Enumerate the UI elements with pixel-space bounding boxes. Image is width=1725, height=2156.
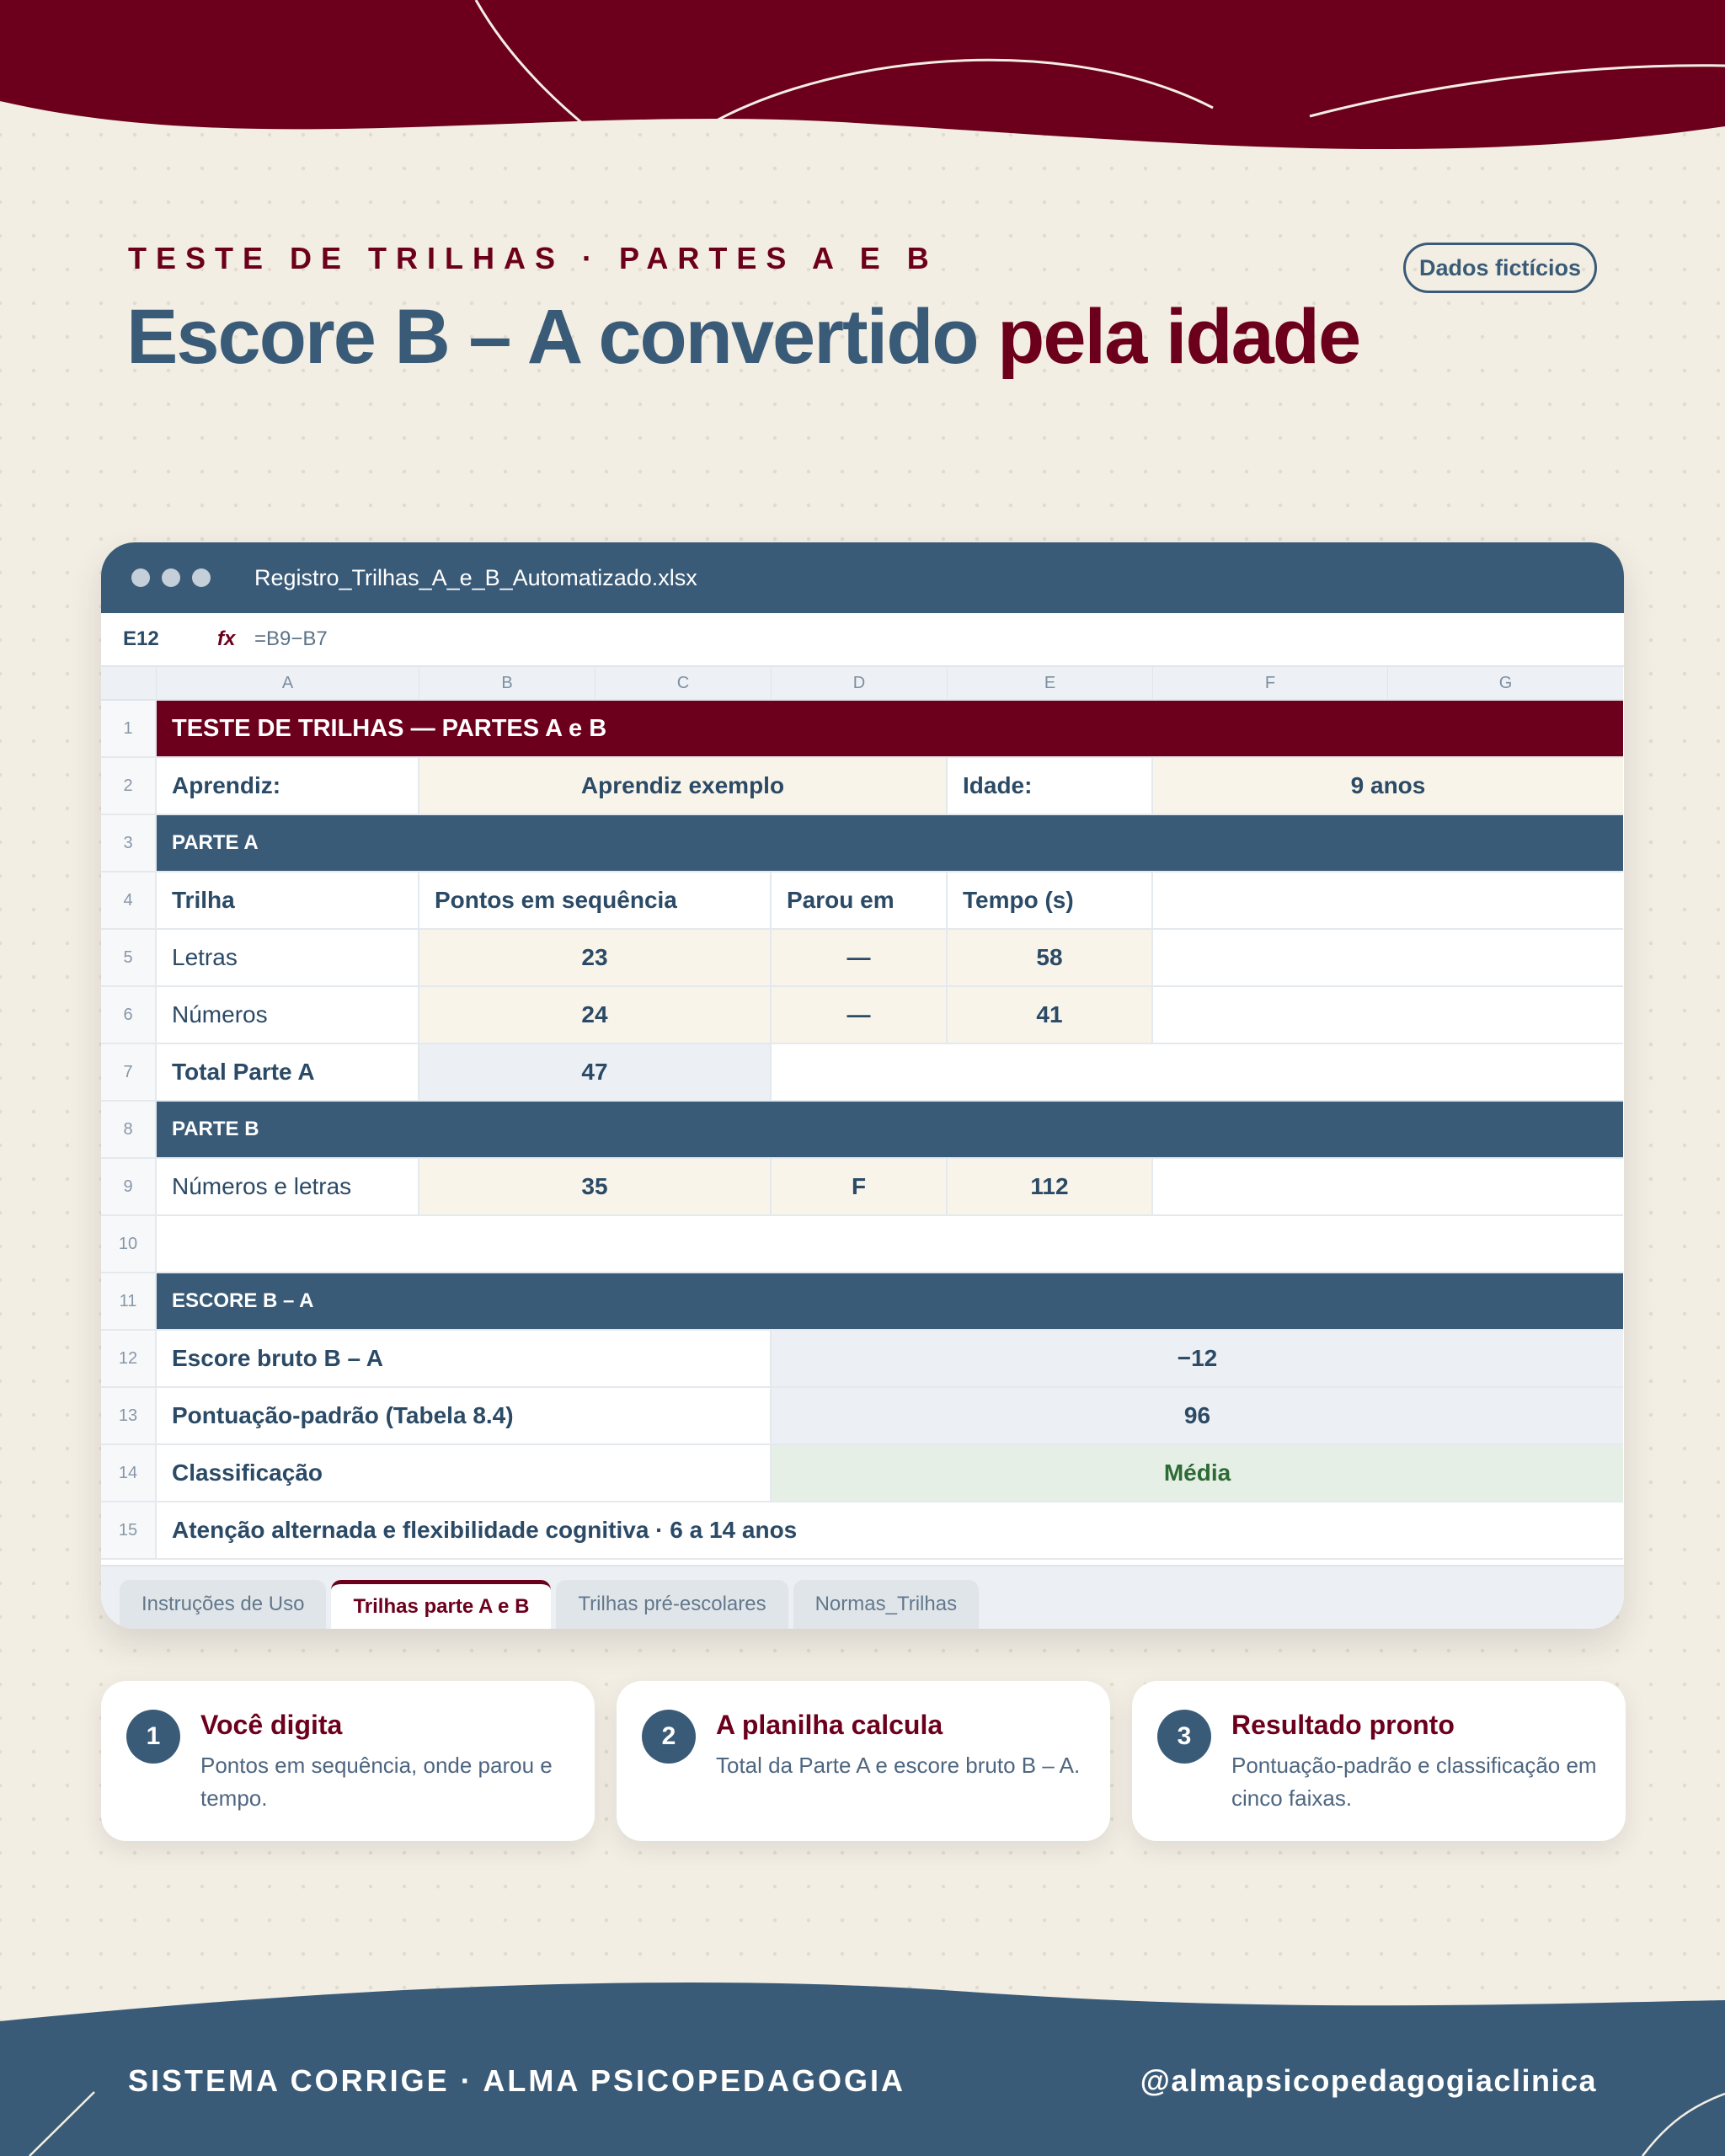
footer-handle[interactable]: @almapsicopedagogiaclinica: [1140, 2063, 1597, 2098]
page-title: [126, 293, 1359, 382]
spreadsheet-window: [101, 542, 1624, 1629]
tab-normas[interactable]: Normas_Trilhas: [793, 1580, 979, 1629]
step-text: Total da Parte A e escore bruto B – A.: [716, 1753, 1081, 1778]
header-time-cell[interactable]: Tempo (s): [948, 873, 1153, 930]
header-trail-cell[interactable]: Trilha: [157, 873, 419, 930]
row-header[interactable]: 9: [101, 1159, 157, 1216]
tab-pre-escolares[interactable]: Trilhas pré-escolares: [556, 1580, 788, 1629]
fictional-data-badge: Dados fictícios: [1403, 243, 1597, 293]
column-header-c[interactable]: C: [595, 667, 772, 701]
row-header[interactable]: 15: [101, 1502, 157, 1560]
header-points-cell[interactable]: Pontos em sequência: [419, 873, 772, 930]
row-header[interactable]: 2: [101, 758, 157, 815]
column-header-f[interactable]: F: [1153, 667, 1388, 701]
points-input-cell[interactable]: 23: [419, 930, 772, 987]
stop-input-cell[interactable]: —: [772, 930, 948, 987]
section-header-score[interactable]: ESCORE B – A: [157, 1273, 1623, 1331]
points-input-cell[interactable]: 35: [419, 1159, 772, 1216]
eyebrow-label: TESTE DE TRILHAS · PARTES A E B: [128, 241, 938, 275]
row-header[interactable]: 13: [101, 1388, 157, 1445]
points-input-cell[interactable]: 24: [419, 987, 772, 1044]
empty-cell[interactable]: [1153, 1159, 1623, 1216]
tab-trilhas-a-b[interactable]: Trilhas parte A e B: [331, 1580, 551, 1629]
empty-cell[interactable]: [1153, 987, 1623, 1044]
note-cell[interactable]: Atenção alternada e flexibilidade cognitiva · 6 a 14 anos: [157, 1502, 1623, 1560]
step-number-badge: 1: [126, 1710, 180, 1764]
trail-name-cell[interactable]: Letras: [157, 930, 419, 987]
total-part-a-label[interactable]: Total Parte A: [157, 1044, 419, 1102]
row-header[interactable]: 12: [101, 1331, 157, 1388]
section-header-part-a[interactable]: PARTE A: [157, 815, 1623, 873]
step-number-badge: 3: [1157, 1710, 1211, 1764]
top-wave-decoration: [0, 0, 1725, 168]
corner-cell[interactable]: [101, 667, 157, 701]
standard-score-value[interactable]: 96: [772, 1388, 1623, 1445]
trail-name-cell[interactable]: Números: [157, 987, 419, 1044]
empty-cell[interactable]: [772, 1044, 1623, 1102]
empty-cell[interactable]: [1153, 930, 1623, 987]
window-titlebar: [101, 542, 1624, 613]
step-text: Pontos em sequência, onde parou e tempo.: [200, 1753, 553, 1811]
step-title: A planilha calcula: [716, 1710, 943, 1740]
classification-value[interactable]: Média: [772, 1445, 1623, 1502]
tab-instrucoes[interactable]: Instruções de Uso: [120, 1580, 326, 1629]
stop-input-cell[interactable]: F: [772, 1159, 948, 1216]
footer-brand: SISTEMA CORRIGE · ALMA PSICOPEDAGOGIA: [128, 2063, 906, 2098]
age-label-cell[interactable]: Idade:: [948, 758, 1153, 815]
title-accent: pela idade: [997, 294, 1360, 380]
step-title: Você digita: [200, 1710, 343, 1740]
window-dot-icon[interactable]: [162, 568, 180, 587]
raw-score-value[interactable]: −12: [772, 1331, 1623, 1388]
sheet-title-cell[interactable]: TESTE DE TRILHAS — PARTES A e B: [157, 701, 1623, 758]
step-number-badge: 2: [642, 1710, 696, 1764]
empty-row-cell[interactable]: [157, 1216, 1623, 1273]
stop-input-cell[interactable]: —: [772, 987, 948, 1044]
window-dot-icon[interactable]: [192, 568, 211, 587]
column-header-a[interactable]: A: [157, 667, 419, 701]
row-header[interactable]: 4: [101, 873, 157, 930]
standard-score-label[interactable]: Pontuação-padrão (Tabela 8.4): [157, 1388, 772, 1445]
time-input-cell[interactable]: 58: [948, 930, 1153, 987]
row-header[interactable]: 3: [101, 815, 157, 873]
row-header[interactable]: 7: [101, 1044, 157, 1102]
step-card: [1132, 1681, 1626, 1841]
column-header-g[interactable]: G: [1388, 667, 1623, 701]
file-name: Registro_Trilhas_A_e_B_Automatizado.xlsx: [254, 564, 697, 590]
raw-score-label[interactable]: Escore bruto B – A: [157, 1331, 772, 1388]
step-text: Pontuação-padrão e classificação em cinco faixas.: [1231, 1753, 1597, 1811]
column-header-e[interactable]: E: [948, 667, 1153, 701]
header-stop-cell[interactable]: Parou em: [772, 873, 948, 930]
formula-bar[interactable]: [101, 613, 1624, 667]
step-card: [617, 1681, 1110, 1841]
time-input-cell[interactable]: 41: [948, 987, 1153, 1044]
fx-icon: fx: [217, 627, 236, 650]
trail-name-cell[interactable]: Números e letras: [157, 1159, 419, 1216]
column-header-b[interactable]: B: [419, 667, 595, 701]
row-header[interactable]: 1: [101, 701, 157, 758]
window-dot-icon[interactable]: [131, 568, 150, 587]
formula-input[interactable]: =B9−B7: [254, 627, 328, 650]
row-header[interactable]: 10: [101, 1216, 157, 1273]
classification-label[interactable]: Classificação: [157, 1445, 772, 1502]
section-header-part-b[interactable]: PARTE B: [157, 1102, 1623, 1159]
row-header[interactable]: 5: [101, 930, 157, 987]
column-header-d[interactable]: D: [772, 667, 948, 701]
total-part-a-value[interactable]: 47: [419, 1044, 772, 1102]
sheet-tabs: [101, 1565, 1624, 1629]
step-title: Resultado pronto: [1231, 1710, 1455, 1740]
row-header[interactable]: 6: [101, 987, 157, 1044]
cell-reference[interactable]: E12: [123, 627, 159, 650]
spreadsheet-grid: [101, 667, 1624, 1560]
step-card: [101, 1681, 595, 1841]
row-header[interactable]: 11: [101, 1273, 157, 1331]
empty-cell[interactable]: [1153, 873, 1623, 930]
row-header[interactable]: 8: [101, 1102, 157, 1159]
title-main: Escore B – A convertido: [126, 294, 998, 380]
learner-name-cell[interactable]: Aprendiz exemplo: [419, 758, 948, 815]
row-header[interactable]: 14: [101, 1445, 157, 1502]
age-value-cell[interactable]: 9 anos: [1153, 758, 1623, 815]
learner-label-cell[interactable]: Aprendiz:: [157, 758, 419, 815]
steps-row: [101, 1681, 1626, 1841]
time-input-cell[interactable]: 112: [948, 1159, 1153, 1216]
